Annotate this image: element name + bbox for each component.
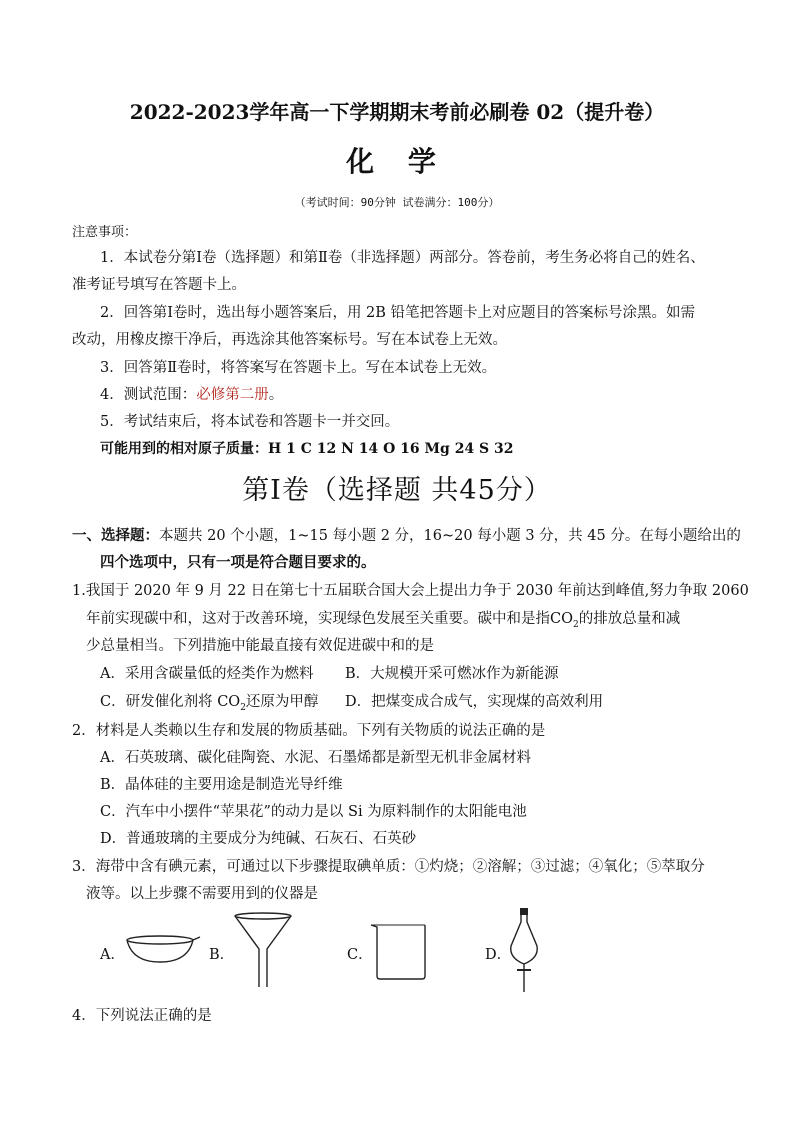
section-1-line-1 xyxy=(72,524,741,545)
atomic-mass-line: 可能用到的相对原子质量：H 1 C 12 N 14 O 16 Mg 24 S 32 xyxy=(100,441,514,457)
note-1-line-1: 1．本试卷分第Ⅰ卷（选择题）和第Ⅱ卷（非选择题）两部分。答卷前，考生务必将自己的姓名、 xyxy=(100,250,705,266)
q1-line-2-end: 的排放总量和减 xyxy=(578,611,681,627)
beaker-icon xyxy=(369,921,433,981)
q1-option-c xyxy=(100,690,318,713)
test-scope: 必修第二册 xyxy=(196,387,269,403)
section-1-prefix: 一、选择题： xyxy=(72,527,159,544)
q1-option-d: D．把煤变成合成气，实现煤的高效利用 xyxy=(345,694,604,710)
note-3: 3．回答第Ⅱ卷时，将答案写在答题卡上。写在本试卷上无效。 xyxy=(100,360,497,376)
note-2-line-1: 2．回答第Ⅰ卷时，选出每小题答案后，用 2B 铅笔把答题卡上对应题目的答案标号涂黑。如需 xyxy=(100,305,696,321)
q2-option-b: B．晶体硅的主要用途是制造光导纤维 xyxy=(100,777,343,793)
subject-title: 化 学 xyxy=(346,145,448,178)
q1-line-2 xyxy=(86,607,680,630)
q1-co2-sub: 2 xyxy=(572,619,579,630)
q1-option-c-sub: 2 xyxy=(240,702,246,713)
q3-option-a-label: A． xyxy=(100,947,125,963)
note-4-prefix: 4．测试范围： xyxy=(100,387,197,403)
q3-option-d-label: D． xyxy=(485,947,512,963)
section-1-instruction: 本题共 20 个小题，1~15 每小题 2 分，16~20 每小题 3 分，共 45 分。在每小题给出的 xyxy=(159,528,741,544)
note-4 xyxy=(100,383,283,404)
q1-line-3: 少总量相当。下列措施中能最直接有效促进碳中和的是 xyxy=(86,638,434,654)
note-1-line-2: 准考证号填写在答题卡上。 xyxy=(72,277,246,293)
q1-co2: CO xyxy=(550,611,573,627)
note-5: 5．考试结束后，将本试卷和答题卡一并交回。 xyxy=(100,414,400,430)
time-info: （考试时间：90分钟 试卷满分：100分） xyxy=(294,196,500,209)
q1-option-c-text: C．研发催化剂将 CO xyxy=(100,694,241,710)
q2-option-c: C．汽车中小摆件“苹果花”的动力是以 Si 为原料制作的太阳能电池 xyxy=(100,804,527,820)
q4-stem: 4．下列说法正确的是 xyxy=(72,1008,212,1024)
q3-option-b-label: B． xyxy=(209,947,235,963)
q3-line-2: 液等。以上步骤不需要用到的仪器是 xyxy=(86,886,318,902)
notes-label: 注意事项： xyxy=(72,225,138,240)
note-2-line-2: 改动，用橡皮擦干净后，再选涂其他答案标号。写在本试卷上无效。 xyxy=(72,332,507,348)
separatory-funnel-icon xyxy=(506,906,542,996)
part-1-title: 第Ⅰ卷（选择题 共45分） xyxy=(242,475,552,506)
exam-title: 2022-2023学年高一下学期期末考前必刷卷 02（提升卷） xyxy=(129,100,665,124)
q3-option-c-label: C． xyxy=(347,947,373,963)
q1-option-b: B．大规模开采可燃冰作为新能源 xyxy=(345,666,559,682)
funnel-icon xyxy=(232,911,294,989)
evaporating-dish-icon xyxy=(122,932,202,966)
note-4-suffix: 。 xyxy=(268,387,284,403)
q1-option-c-end: 还原为甲醇 xyxy=(245,694,319,710)
q1-option-a: A．采用含碳量低的烃类作为燃料 xyxy=(100,666,314,682)
q2-stem: 2．材料是人类赖以生存和发展的物质基础。下列有关物质的说法正确的是 xyxy=(72,723,546,739)
q2-option-d: D．普通玻璃的主要成分为纯碱、石灰石、石英砂 xyxy=(100,831,417,847)
q1-line-1: 1.我国于 2020 年 9 月 22 日在第七十五届联合国大会上提出力争于 2030 年前达到峰值,努力争取 2060 xyxy=(72,583,749,599)
q3-line-1: 3．海带中含有碘元素，可通过以下步骤提取碘单质：①灼烧；②溶解；③过滤；④氧化；⑤萃取分 xyxy=(72,859,705,875)
section-1-line-2: 四个选项中，只有一项是符合题目要求的。 xyxy=(100,554,376,571)
q2-option-a: A．石英玻璃、碳化硅陶瓷、水泥、石墨烯都是新型无机非金属材料 xyxy=(100,750,531,766)
q1-line-2-text: 年前实现碳中和，这对于改善环境，实现绿色发展至关重要。碳中和是指 xyxy=(86,611,550,627)
